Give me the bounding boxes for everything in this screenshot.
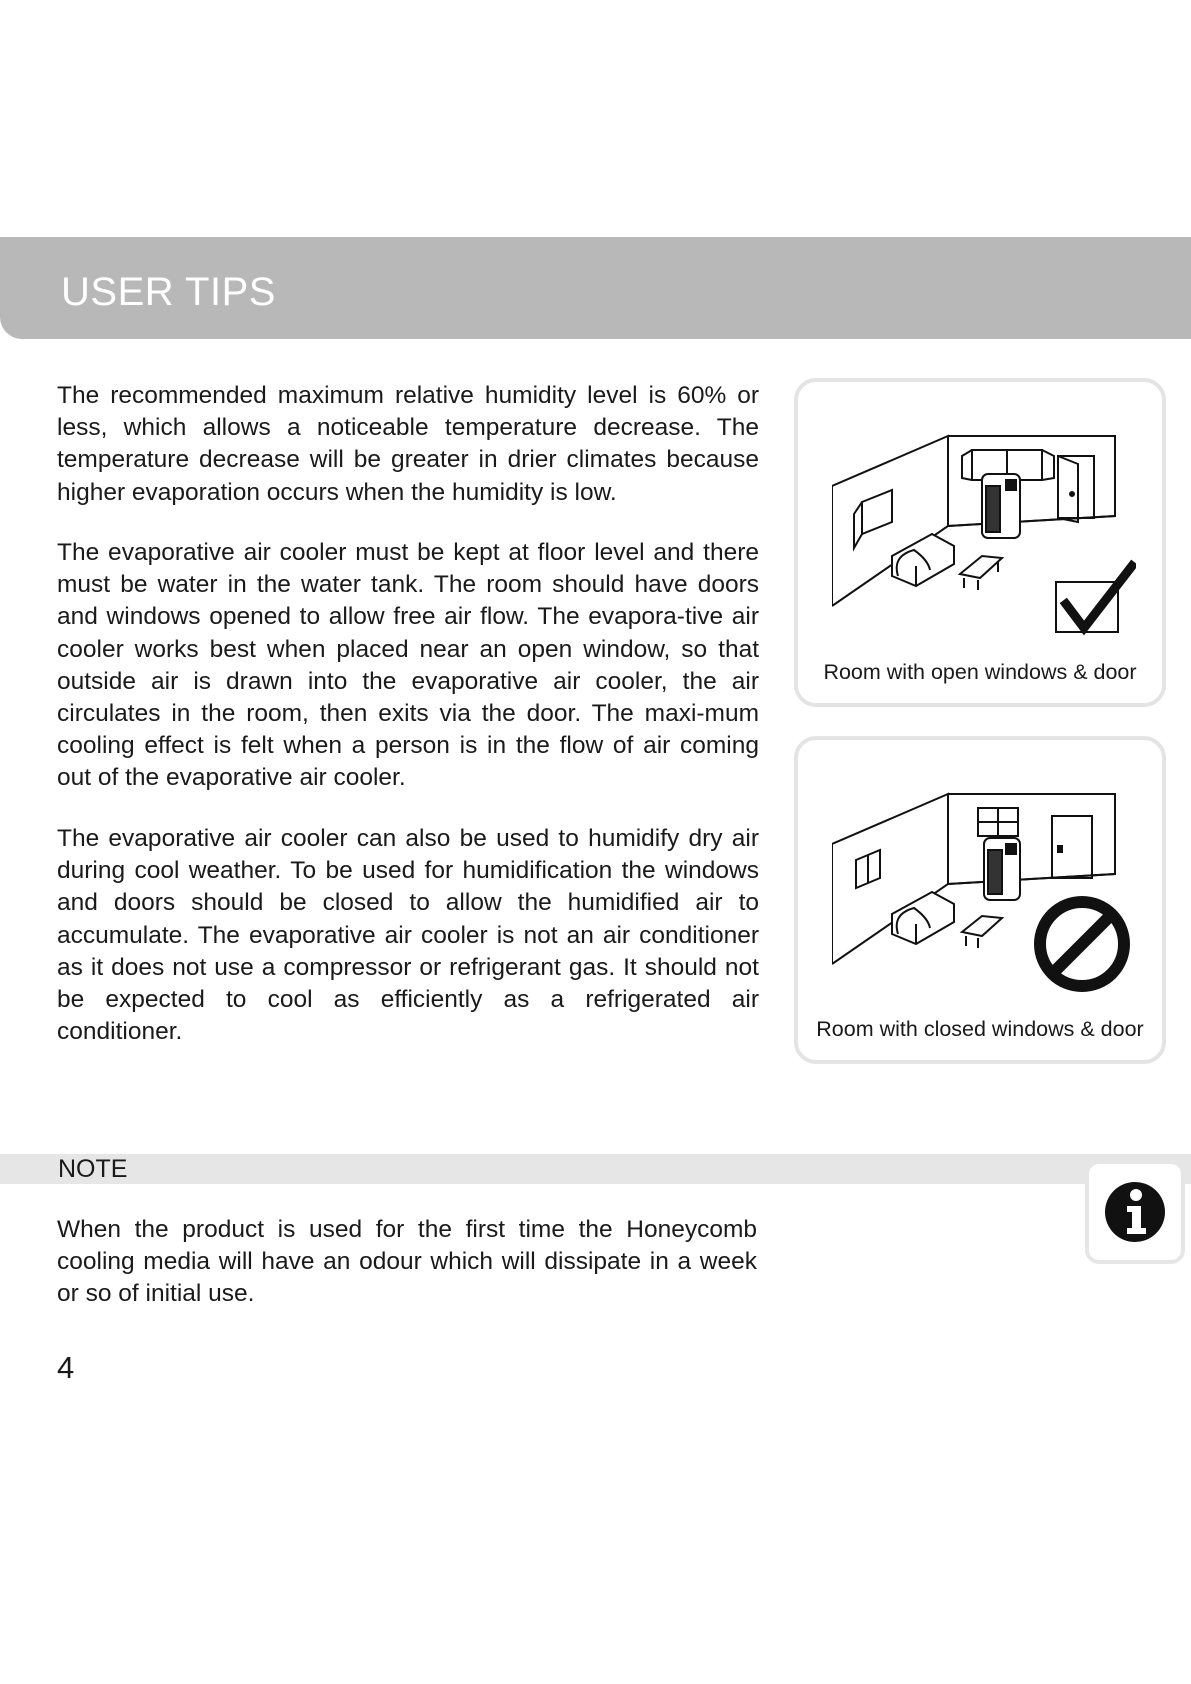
- info-icon: [1105, 1180, 1165, 1244]
- page-number: 4: [57, 1350, 75, 1385]
- info-box: [1085, 1160, 1185, 1264]
- room-closed-illustration: [832, 764, 1136, 994]
- room-open-illustration: [832, 406, 1136, 636]
- note-label: NOTE: [58, 1155, 128, 1183]
- figure-caption: Room with closed windows & door: [816, 1017, 1144, 1041]
- note-band: [0, 1154, 1191, 1184]
- figure-open-room: [794, 378, 1166, 707]
- page-title: USER TIPS: [61, 270, 276, 314]
- paragraph-humidify: The evaporative air cooler can also be used to humidify dry air during cool weather. To be used for humidification the windows and doors should be closed to allow the humidified air to accumulate. The evaporative air cooler is not an air conditioner as it does not use a compressor or refrigerant gas. It should not be expected to cool as efficiently as a refrigerated air conditioner.: [57, 825, 759, 1046]
- paragraph-placement: The evaporative air cooler must be kept at floor level and there must be water in the water tank. The room should have doors and windows opened to allow free air flow. The evapora-tive air cooler works best when placed near an open window, so that outside air is drawn into the evaporative air cooler, the air circulates in the room, then exits via the door. The maxi-mum cooling effect is felt when a person is in the flow of air coming out of the evaporative air cooler.: [57, 539, 759, 792]
- paragraph-humidity: The recommended maximum relative humidity level is 60% or less, which allows a noticeable temperature decrease. The temperature decrease will be greater in drier climates because higher evaporation occurs when the humidity is low.: [57, 382, 759, 506]
- figure-closed-room: [794, 736, 1166, 1064]
- note-text: When the product is used for the first time the Honeycomb cooling media will have an odour which will dissipate in a week or so of initial use.: [57, 1216, 757, 1308]
- figure-caption: Room with open windows & door: [823, 660, 1137, 684]
